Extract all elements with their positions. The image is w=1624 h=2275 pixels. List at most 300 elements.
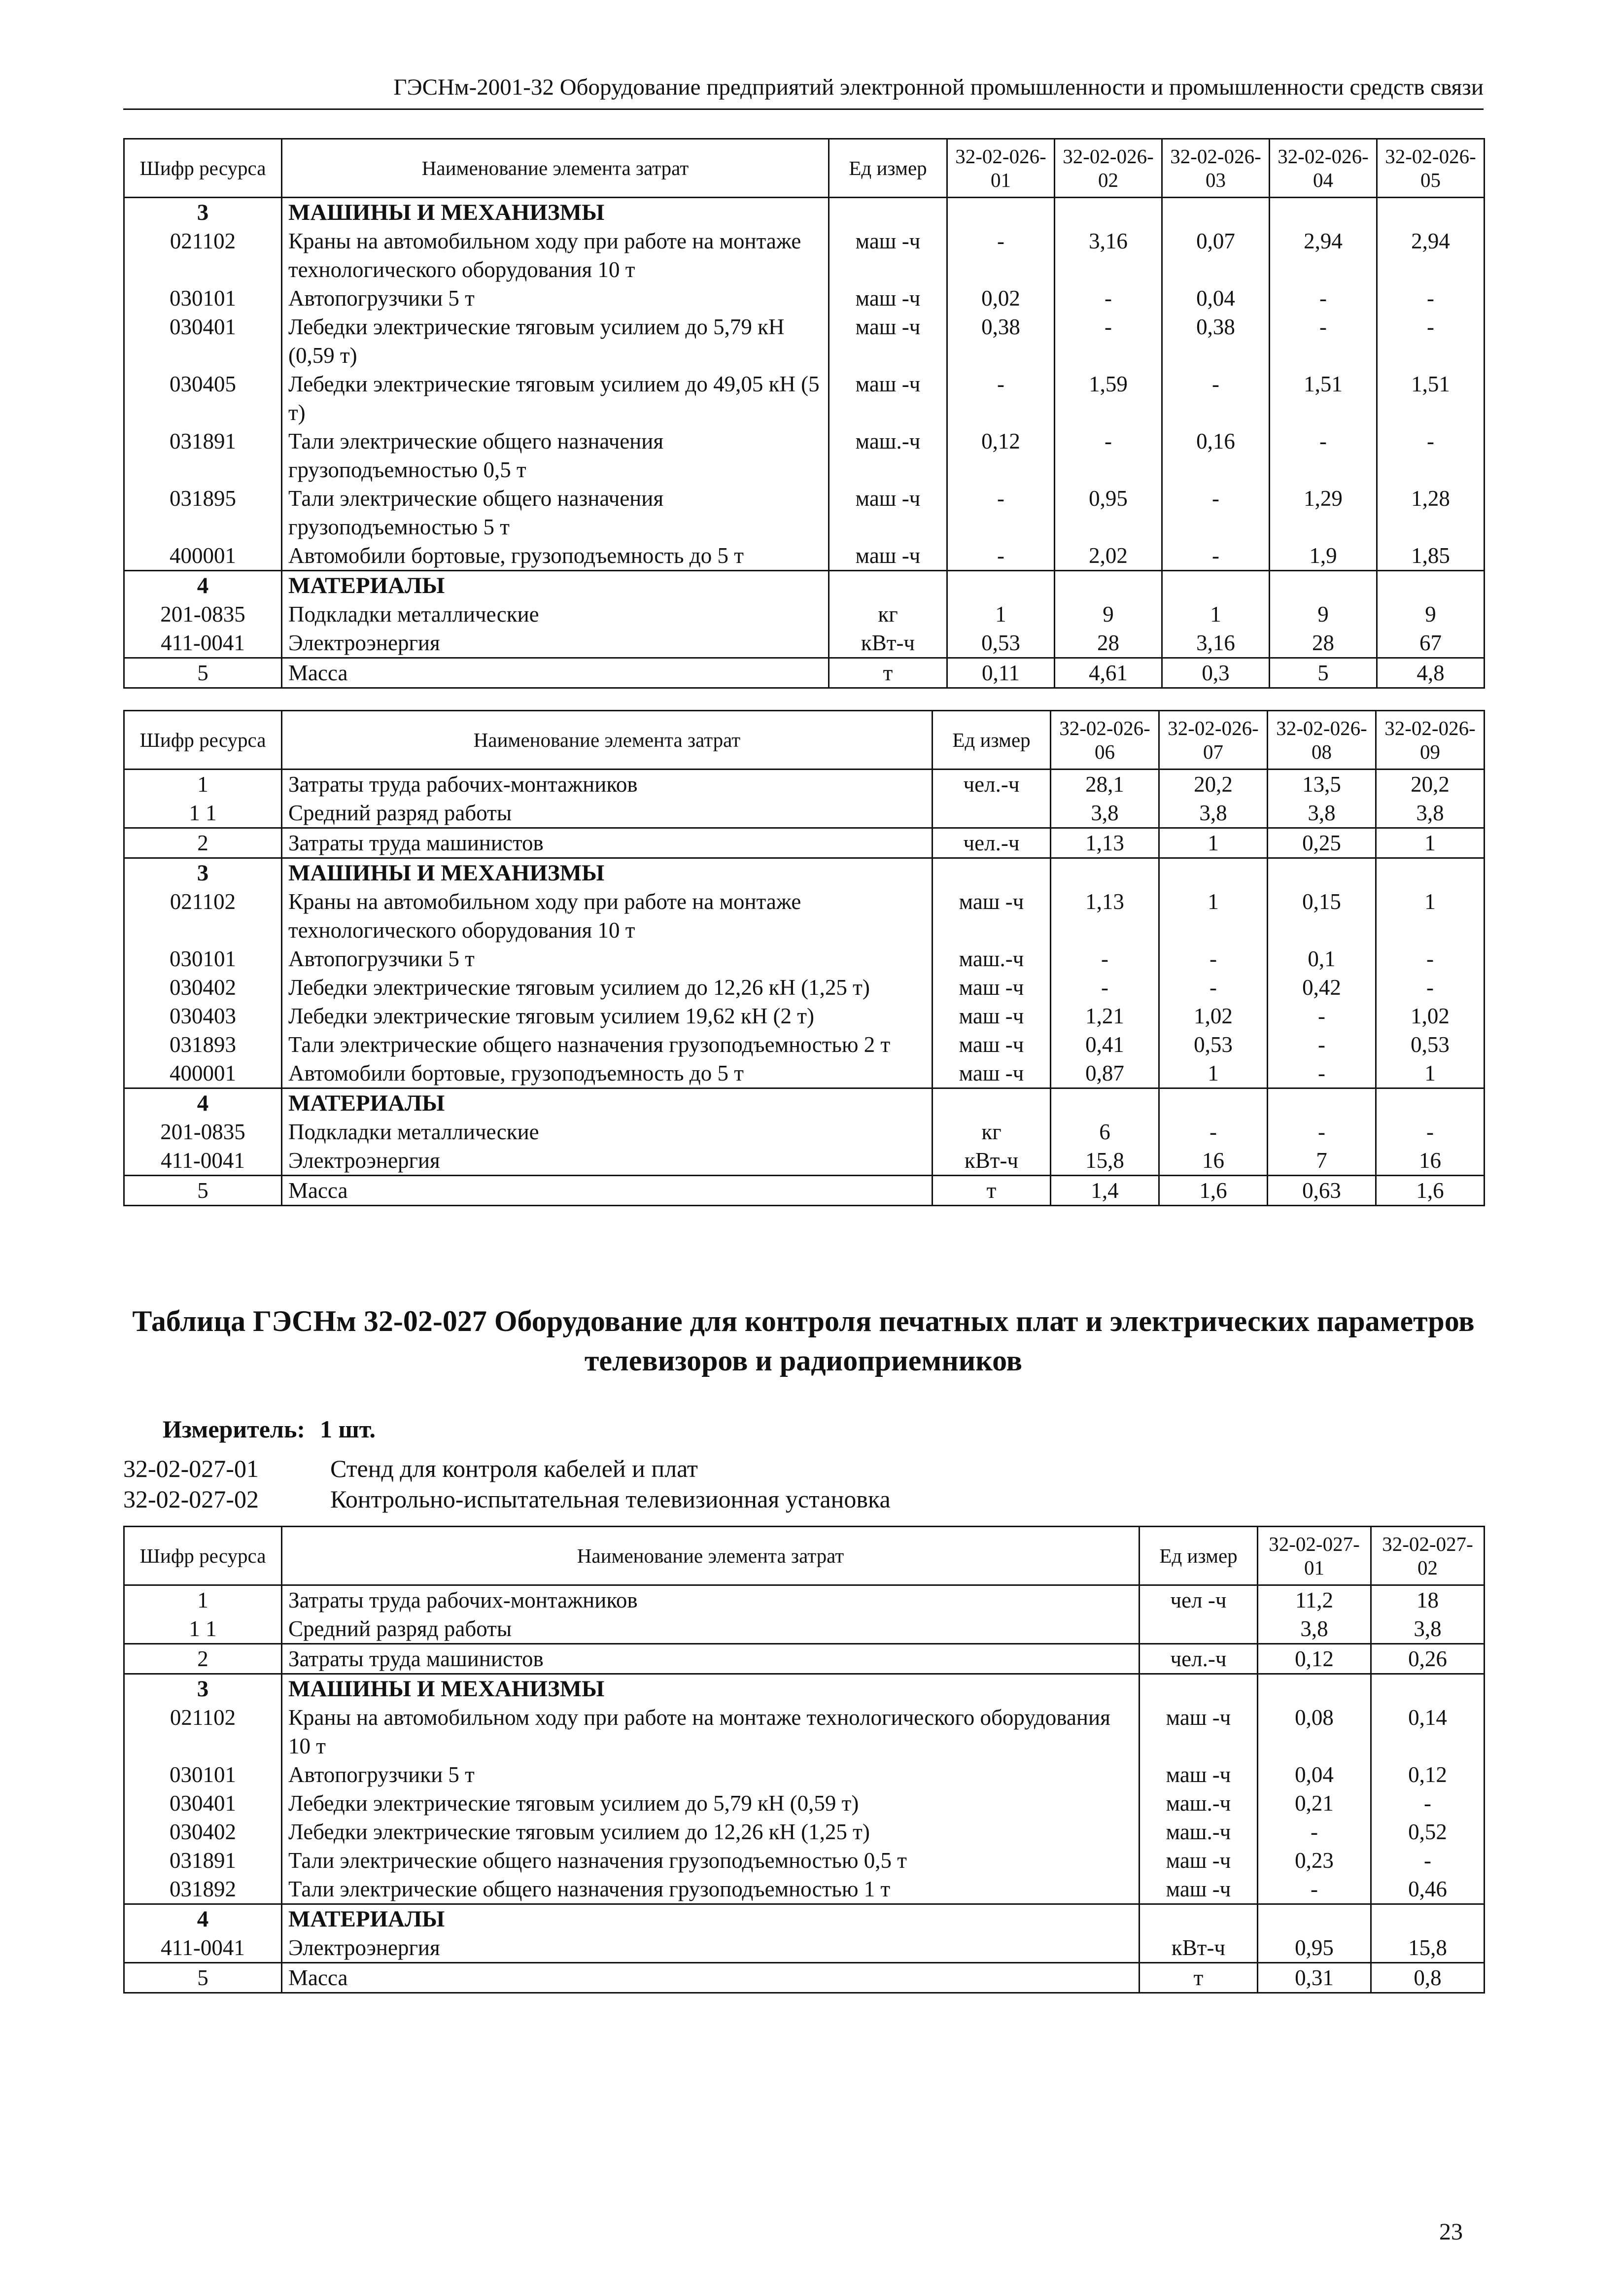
header-norm-code: 32-02-026-03 bbox=[1162, 139, 1270, 198]
value-cell bbox=[1055, 198, 1162, 227]
resource-code: 1 1 bbox=[124, 1614, 282, 1644]
resource-name: Тали электрические общего назначения грузоподъемностью 1 т bbox=[282, 1875, 1140, 1904]
unit-cell: маш.-ч bbox=[933, 945, 1051, 973]
value-cell: - bbox=[1258, 1818, 1371, 1846]
value-cell bbox=[1162, 571, 1270, 600]
resource-name: Лебедки электрические тяговым усилием до 5,79 кН (0,59 т) bbox=[282, 313, 829, 370]
value-cell: 1 bbox=[947, 600, 1055, 629]
value-cell: 1,02 bbox=[1159, 1002, 1268, 1030]
value-cell: 7 bbox=[1268, 1146, 1376, 1176]
value-cell: 6 bbox=[1051, 1118, 1159, 1146]
table-row bbox=[124, 1585, 1485, 1615]
value-cell bbox=[1268, 1088, 1376, 1118]
resource-name: Подкладки металлические bbox=[282, 600, 829, 629]
resource-code: 5 bbox=[124, 1176, 282, 1206]
table-title: Таблица ГЭСНм 32-02-027 Оборудование для контроля печатных плат и электрических параметров телевизоров и радиоприемников bbox=[132, 1305, 1475, 1377]
unit-cell: маш -ч bbox=[1140, 1846, 1258, 1875]
resource-name: Автопогрузчики 5 т bbox=[282, 1760, 1140, 1789]
value-cell: - bbox=[1055, 284, 1162, 313]
resource-code: 4 bbox=[124, 1088, 282, 1118]
value-cell bbox=[1258, 1674, 1371, 1704]
value-cell: 11,2 bbox=[1258, 1585, 1371, 1615]
value-cell: - bbox=[1162, 484, 1270, 541]
resource-code: 4 bbox=[124, 571, 282, 600]
resource-code: 4 bbox=[124, 1904, 282, 1934]
resource-name: Автомобили бортовые, грузоподъемность до 5 т bbox=[282, 1059, 933, 1088]
table-row bbox=[124, 1002, 1485, 1030]
value-cell: 5 bbox=[1270, 658, 1377, 688]
resource-code: 031891 bbox=[124, 427, 282, 484]
table-row bbox=[124, 799, 1485, 828]
value-cell: 0,15 bbox=[1268, 887, 1376, 945]
value-cell: - bbox=[947, 227, 1055, 284]
value-cell: 9 bbox=[1055, 600, 1162, 629]
value-cell bbox=[1376, 858, 1485, 888]
unit-cell: маш -ч bbox=[933, 1002, 1051, 1030]
header-norm-code: 32-02-027-01 bbox=[1258, 1527, 1371, 1585]
table-row bbox=[124, 1030, 1485, 1059]
value-cell: 1,51 bbox=[1377, 370, 1485, 427]
value-cell: 1 bbox=[1159, 887, 1268, 945]
table-row bbox=[124, 658, 1485, 688]
resource-code: 031893 bbox=[124, 1030, 282, 1059]
table-row bbox=[124, 1789, 1485, 1818]
table-row bbox=[124, 828, 1485, 858]
unit-cell: кг bbox=[829, 600, 947, 629]
norm-item bbox=[123, 1485, 891, 1513]
resource-name: Затраты труда машинистов bbox=[282, 1644, 1140, 1674]
value-cell: 3,8 bbox=[1268, 799, 1376, 828]
value-cell: 0,02 bbox=[947, 284, 1055, 313]
header-norm-code: 32-02-027-02 bbox=[1371, 1527, 1485, 1585]
value-cell: - bbox=[1159, 1118, 1268, 1146]
resource-name: Масса bbox=[282, 1963, 1140, 1993]
value-cell: 16 bbox=[1376, 1146, 1485, 1176]
value-cell: 9 bbox=[1377, 600, 1485, 629]
value-cell: 1 bbox=[1159, 1059, 1268, 1088]
table-row bbox=[124, 484, 1485, 541]
value-cell: 20,2 bbox=[1159, 770, 1268, 799]
resource-table-026-01-05 bbox=[123, 138, 1485, 689]
table-row bbox=[124, 284, 1485, 313]
value-cell: 16 bbox=[1159, 1146, 1268, 1176]
resource-code: 3 bbox=[124, 1674, 282, 1704]
unit-cell: маш -ч bbox=[1140, 1875, 1258, 1904]
resource-name: Затраты труда рабочих-монтажников bbox=[282, 770, 933, 799]
value-cell: 1 bbox=[1376, 828, 1485, 858]
resource-code: 030402 bbox=[124, 973, 282, 1002]
value-cell: - bbox=[1051, 945, 1159, 973]
value-cell bbox=[1159, 1088, 1268, 1118]
value-cell: 0,8 bbox=[1371, 1963, 1485, 1993]
value-cell: 67 bbox=[1377, 629, 1485, 658]
resource-name: Автомобили бортовые, грузоподъемность до 5 т bbox=[282, 541, 829, 571]
value-cell: 0,31 bbox=[1258, 1963, 1371, 1993]
resource-code: 201-0835 bbox=[124, 1118, 282, 1146]
value-cell: 3,8 bbox=[1371, 1614, 1485, 1644]
value-cell bbox=[1159, 858, 1268, 888]
resource-code: 021102 bbox=[124, 227, 282, 284]
resource-code: 030101 bbox=[124, 945, 282, 973]
section-row bbox=[124, 1674, 1485, 1704]
header-unit: Ед измер bbox=[829, 139, 947, 198]
table-row bbox=[124, 541, 1485, 571]
table-row bbox=[124, 770, 1485, 799]
section-title: МАШИНЫ И МЕХАНИЗМЫ bbox=[282, 1674, 1140, 1704]
value-cell: - bbox=[1270, 427, 1377, 484]
resource-name: Лебедки электрические тяговым усилием 19,62 кН (2 т) bbox=[282, 1002, 933, 1030]
value-cell: - bbox=[947, 541, 1055, 571]
table-row bbox=[124, 370, 1485, 427]
resource-code: 1 bbox=[124, 770, 282, 799]
unit-cell: маш -ч bbox=[1140, 1760, 1258, 1789]
table-row bbox=[124, 227, 1485, 284]
table-row bbox=[124, 1703, 1485, 1760]
unit-cell: чел.-ч bbox=[933, 770, 1051, 799]
value-cell: 3,8 bbox=[1159, 799, 1268, 828]
unit-cell: кВт-ч bbox=[829, 629, 947, 658]
resource-name: Краны на автомобильном ходу при работе на монтаже технологического оборудования 10 т bbox=[282, 1703, 1140, 1760]
norm-code: 32-02-027-01 bbox=[123, 1455, 259, 1482]
value-cell: 1,21 bbox=[1051, 1002, 1159, 1030]
resource-code: 3 bbox=[124, 858, 282, 888]
table-row bbox=[124, 1963, 1485, 1993]
value-cell: - bbox=[1268, 1002, 1376, 1030]
value-cell: - bbox=[1268, 1059, 1376, 1088]
resource-name: Масса bbox=[282, 1176, 933, 1206]
value-cell: 0,95 bbox=[1258, 1933, 1371, 1963]
value-cell: 1,6 bbox=[1376, 1176, 1485, 1206]
resource-code: 400001 bbox=[124, 1059, 282, 1088]
resource-code: 1 1 bbox=[124, 799, 282, 828]
value-cell: 0,04 bbox=[1162, 284, 1270, 313]
unit-cell: маш -ч bbox=[933, 1059, 1051, 1088]
measure-value: 1 шт. bbox=[320, 1415, 376, 1443]
resource-name: Лебедки электрические тяговым усилием до 12,26 кН (1,25 т) bbox=[282, 1818, 1140, 1846]
value-cell: 1,4 bbox=[1051, 1176, 1159, 1206]
value-cell: 1 bbox=[1376, 887, 1485, 945]
resource-code: 031891 bbox=[124, 1846, 282, 1875]
header-norm-code: 32-02-026-05 bbox=[1377, 139, 1485, 198]
header-name: Наименование элемента затрат bbox=[282, 711, 933, 770]
value-cell bbox=[1377, 198, 1485, 227]
unit-cell: маш -ч bbox=[829, 284, 947, 313]
value-cell: - bbox=[1377, 284, 1485, 313]
resource-name: Автопогрузчики 5 т bbox=[282, 284, 829, 313]
unit-cell bbox=[933, 799, 1051, 828]
table-row bbox=[124, 1818, 1485, 1846]
value-cell: 3,16 bbox=[1162, 629, 1270, 658]
resource-code: 5 bbox=[124, 1963, 282, 1993]
value-cell: 0,12 bbox=[1258, 1644, 1371, 1674]
value-cell: - bbox=[1268, 1118, 1376, 1146]
value-cell: 13,5 bbox=[1268, 770, 1376, 799]
value-cell: 0,53 bbox=[1376, 1030, 1485, 1059]
table-row bbox=[124, 1059, 1485, 1088]
resource-name: Электроэнергия bbox=[282, 1146, 933, 1176]
table-row bbox=[124, 1933, 1485, 1963]
resource-code: 030101 bbox=[124, 284, 282, 313]
value-cell: 9 bbox=[1270, 600, 1377, 629]
header-code: Шифр ресурса bbox=[124, 139, 282, 198]
header-norm-code: 32-02-026-02 bbox=[1055, 139, 1162, 198]
unit-cell: маш -ч bbox=[829, 227, 947, 284]
table-row bbox=[124, 1118, 1485, 1146]
table-row bbox=[124, 1846, 1485, 1875]
value-cell: 1,59 bbox=[1055, 370, 1162, 427]
table-row bbox=[124, 887, 1485, 945]
value-cell: - bbox=[1159, 973, 1268, 1002]
unit-cell: маш -ч bbox=[933, 973, 1051, 1002]
table-row bbox=[124, 427, 1485, 484]
unit-cell bbox=[829, 198, 947, 227]
value-cell bbox=[1270, 198, 1377, 227]
value-cell: 1,02 bbox=[1376, 1002, 1485, 1030]
value-cell: - bbox=[1270, 313, 1377, 370]
unit-cell: кг bbox=[933, 1118, 1051, 1146]
unit-cell: чел.-ч bbox=[1140, 1644, 1258, 1674]
value-cell: 1,6 bbox=[1159, 1176, 1268, 1206]
value-cell: - bbox=[1258, 1875, 1371, 1904]
resource-table-027 bbox=[123, 1526, 1485, 1994]
unit-cell bbox=[1140, 1904, 1258, 1934]
value-cell: 0,21 bbox=[1258, 1789, 1371, 1818]
resource-name: Средний разряд работы bbox=[282, 1614, 1140, 1644]
value-cell: 18 bbox=[1371, 1585, 1485, 1615]
resource-name: Электроэнергия bbox=[282, 1933, 1140, 1963]
unit-cell: маш.-ч bbox=[1140, 1818, 1258, 1846]
table-row bbox=[124, 313, 1485, 370]
value-cell: 0,63 bbox=[1268, 1176, 1376, 1206]
section-title: МАТЕРИАЛЫ bbox=[282, 571, 829, 600]
resource-code: 030401 bbox=[124, 1789, 282, 1818]
table-row bbox=[124, 1176, 1485, 1206]
resource-code: 3 bbox=[124, 198, 282, 227]
resource-name: Электроэнергия bbox=[282, 629, 829, 658]
value-cell: 1 bbox=[1376, 1059, 1485, 1088]
table-header-row bbox=[124, 139, 1485, 198]
section-row bbox=[124, 858, 1485, 888]
resource-code: 411-0041 bbox=[124, 1146, 282, 1176]
table-row bbox=[124, 629, 1485, 658]
value-cell: 4,61 bbox=[1055, 658, 1162, 688]
header-name: Наименование элемента затрат bbox=[282, 139, 829, 198]
resource-code: 030401 bbox=[124, 313, 282, 370]
resource-code: 030101 bbox=[124, 1760, 282, 1789]
resource-code: 411-0041 bbox=[124, 1933, 282, 1963]
section-title: МАШИНЫ И МЕХАНИЗМЫ bbox=[282, 198, 829, 227]
unit-cell: маш.-ч bbox=[829, 427, 947, 484]
resource-name: Лебедки электрические тяговым усилием до 12,26 кН (1,25 т) bbox=[282, 973, 933, 1002]
norm-code: 32-02-027-02 bbox=[123, 1485, 259, 1513]
value-cell: 1,13 bbox=[1051, 887, 1159, 945]
section-title: МАШИНЫ И МЕХАНИЗМЫ bbox=[282, 858, 933, 888]
table-row bbox=[124, 600, 1485, 629]
value-cell: - bbox=[1377, 427, 1485, 484]
resource-name: Затраты труда рабочих-монтажников bbox=[282, 1585, 1140, 1615]
value-cell: 2,94 bbox=[1270, 227, 1377, 284]
value-cell: 0,87 bbox=[1051, 1059, 1159, 1088]
unit-cell bbox=[1140, 1674, 1258, 1704]
value-cell bbox=[947, 571, 1055, 600]
value-cell: 0,25 bbox=[1268, 828, 1376, 858]
unit-cell bbox=[933, 1088, 1051, 1118]
value-cell: 28,1 bbox=[1051, 770, 1159, 799]
value-cell: - bbox=[1377, 313, 1485, 370]
page-number: 23 bbox=[1439, 2219, 1463, 2245]
resource-name: Тали электрические общего назначения грузоподъемностью 2 т bbox=[282, 1030, 933, 1059]
value-cell: 1,28 bbox=[1377, 484, 1485, 541]
resource-name: Масса bbox=[282, 658, 829, 688]
value-cell: - bbox=[1055, 313, 1162, 370]
value-cell: 3,8 bbox=[1051, 799, 1159, 828]
value-cell: 3,8 bbox=[1258, 1614, 1371, 1644]
unit-cell: чел -ч bbox=[1140, 1585, 1258, 1615]
value-cell bbox=[1268, 858, 1376, 888]
value-cell: 0,14 bbox=[1371, 1703, 1485, 1760]
unit-cell: т bbox=[1140, 1963, 1258, 1993]
resource-name: Лебедки электрические тяговым усилием до 49,05 кН (5 т) bbox=[282, 370, 829, 427]
section-row bbox=[124, 198, 1485, 227]
value-cell: 1 bbox=[1162, 600, 1270, 629]
value-cell: 0,42 bbox=[1268, 973, 1376, 1002]
resource-code: 1 bbox=[124, 1585, 282, 1615]
value-cell: 20,2 bbox=[1376, 770, 1485, 799]
value-cell: 28 bbox=[1270, 629, 1377, 658]
value-cell: - bbox=[1162, 541, 1270, 571]
section-row bbox=[124, 1904, 1485, 1934]
value-cell: 15,8 bbox=[1051, 1146, 1159, 1176]
unit-cell bbox=[829, 571, 947, 600]
value-cell: 0,12 bbox=[947, 427, 1055, 484]
value-cell: - bbox=[947, 370, 1055, 427]
value-cell: 28 bbox=[1055, 629, 1162, 658]
table-row bbox=[124, 1146, 1485, 1176]
value-cell: - bbox=[1159, 945, 1268, 973]
value-cell: - bbox=[1371, 1789, 1485, 1818]
value-cell: - bbox=[1376, 973, 1485, 1002]
header-code: Шифр ресурса bbox=[124, 711, 282, 770]
value-cell bbox=[1371, 1904, 1485, 1934]
value-cell bbox=[947, 198, 1055, 227]
resource-name: Краны на автомобильном ходу при работе на монтаже технологического оборудования 10 т bbox=[282, 887, 933, 945]
value-cell: 4,8 bbox=[1377, 658, 1485, 688]
measure-label: Измеритель: bbox=[163, 1415, 306, 1443]
value-cell: 0,46 bbox=[1371, 1875, 1485, 1904]
value-cell: 0,53 bbox=[947, 629, 1055, 658]
resource-code: 400001 bbox=[124, 541, 282, 571]
unit-cell: чел.-ч bbox=[933, 828, 1051, 858]
value-cell: - bbox=[1051, 973, 1159, 1002]
resource-table-026-06-09 bbox=[123, 710, 1485, 1206]
value-cell: 0,07 bbox=[1162, 227, 1270, 284]
resource-code: 030403 bbox=[124, 1002, 282, 1030]
table-row bbox=[124, 945, 1485, 973]
value-cell: 0,04 bbox=[1258, 1760, 1371, 1789]
resource-code: 2 bbox=[124, 828, 282, 858]
value-cell: 0,12 bbox=[1371, 1760, 1485, 1789]
value-cell: 1 bbox=[1159, 828, 1268, 858]
value-cell: 0,23 bbox=[1258, 1846, 1371, 1875]
table-header-row bbox=[124, 711, 1485, 770]
resource-name: Подкладки металлические bbox=[282, 1118, 933, 1146]
value-cell: 1,85 bbox=[1377, 541, 1485, 571]
value-cell: - bbox=[947, 484, 1055, 541]
value-cell: - bbox=[1270, 284, 1377, 313]
unit-cell: маш -ч bbox=[829, 370, 947, 427]
header-unit: Ед измер bbox=[933, 711, 1051, 770]
unit-cell bbox=[933, 858, 1051, 888]
value-cell: - bbox=[1376, 1118, 1485, 1146]
value-cell: 3,16 bbox=[1055, 227, 1162, 284]
header-name: Наименование элемента затрат bbox=[282, 1527, 1140, 1585]
unit-cell: маш -ч bbox=[933, 1030, 1051, 1059]
value-cell bbox=[1051, 858, 1159, 888]
resource-name: Тали электрические общего назначения грузоподъемностью 0,5 т bbox=[282, 427, 829, 484]
unit-cell: маш -ч bbox=[1140, 1703, 1258, 1760]
value-cell bbox=[1376, 1088, 1485, 1118]
value-cell: 1,51 bbox=[1270, 370, 1377, 427]
table-row bbox=[124, 973, 1485, 1002]
section-title: МАТЕРИАЛЫ bbox=[282, 1088, 933, 1118]
table-row bbox=[124, 1760, 1485, 1789]
value-cell bbox=[1162, 198, 1270, 227]
value-cell: - bbox=[1376, 945, 1485, 973]
resource-name: Лебедки электрические тяговым усилием до 5,79 кН (0,59 т) bbox=[282, 1789, 1140, 1818]
header-code: Шифр ресурса bbox=[124, 1527, 282, 1585]
unit-cell: маш -ч bbox=[829, 484, 947, 541]
header-norm-code: 32-02-026-09 bbox=[1376, 711, 1485, 770]
value-cell: 0,38 bbox=[1162, 313, 1270, 370]
value-cell: 3,8 bbox=[1376, 799, 1485, 828]
value-cell: - bbox=[1162, 370, 1270, 427]
norm-text: Стенд для контроля кабелей и плат bbox=[330, 1455, 698, 1482]
value-cell: 0,38 bbox=[947, 313, 1055, 370]
value-cell bbox=[1055, 571, 1162, 600]
running-header: ГЭСНм-2001-32 Оборудование предприятий электронной промышленности и промышленности средств связи bbox=[123, 74, 1484, 110]
resource-name: Автопогрузчики 5 т bbox=[282, 945, 933, 973]
value-cell: 2,02 bbox=[1055, 541, 1162, 571]
unit-cell: кВт-ч bbox=[933, 1146, 1051, 1176]
resource-code: 2 bbox=[124, 1644, 282, 1674]
header-norm-code: 32-02-026-08 bbox=[1268, 711, 1376, 770]
unit-cell: маш.-ч bbox=[1140, 1789, 1258, 1818]
header-norm-code: 32-02-026-04 bbox=[1270, 139, 1377, 198]
section-title: МАТЕРИАЛЫ bbox=[282, 1904, 1140, 1934]
unit-cell: т bbox=[933, 1176, 1051, 1206]
value-cell bbox=[1258, 1904, 1371, 1934]
value-cell: 0,3 bbox=[1162, 658, 1270, 688]
value-cell bbox=[1371, 1674, 1485, 1704]
table-row bbox=[124, 1614, 1485, 1644]
resource-name: Затраты труда машинистов bbox=[282, 828, 933, 858]
value-cell bbox=[1270, 571, 1377, 600]
unit-cell: т bbox=[829, 658, 947, 688]
value-cell: 0,11 bbox=[947, 658, 1055, 688]
value-cell: - bbox=[1268, 1030, 1376, 1059]
header-norm-code: 32-02-026-06 bbox=[1051, 711, 1159, 770]
table-row bbox=[124, 1644, 1485, 1674]
value-cell: 0,16 bbox=[1162, 427, 1270, 484]
unit-cell: маш -ч bbox=[933, 887, 1051, 945]
header-norm-code: 32-02-026-07 bbox=[1159, 711, 1268, 770]
table-header-row bbox=[124, 1527, 1485, 1585]
value-cell: - bbox=[1055, 427, 1162, 484]
value-cell: 0,1 bbox=[1268, 945, 1376, 973]
header-unit: Ед измер bbox=[1140, 1527, 1258, 1585]
header-norm-code: 32-02-026-01 bbox=[947, 139, 1055, 198]
resource-code: 021102 bbox=[124, 1703, 282, 1760]
